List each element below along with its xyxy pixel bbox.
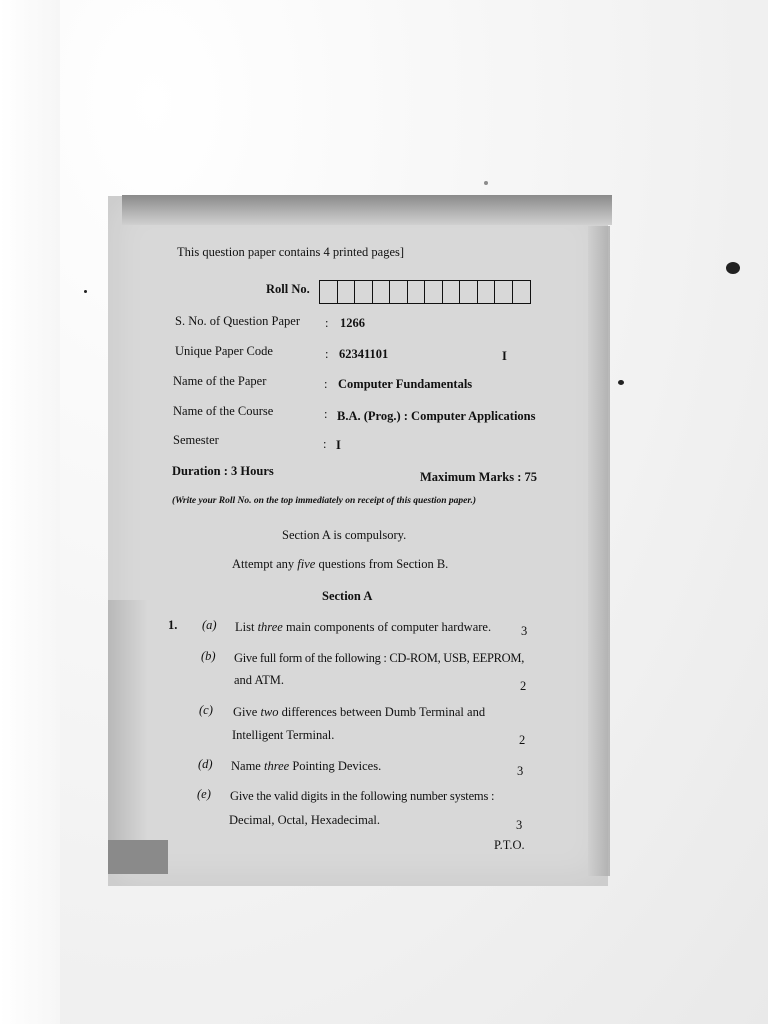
paper-shadow-right bbox=[588, 226, 610, 876]
maximum-marks: Maximum Marks : 75 bbox=[420, 470, 537, 484]
ink-dot bbox=[484, 181, 488, 185]
part-c-text-post: differences between Dumb Terminal and bbox=[278, 705, 486, 719]
part-d-text-emphasis: three bbox=[263, 759, 290, 773]
scan-edge bbox=[0, 0, 60, 1024]
part-c-marks: 2 bbox=[519, 733, 526, 747]
part-c-text-pre: Give bbox=[233, 705, 261, 719]
roll-number-box[interactable] bbox=[513, 281, 531, 303]
attempt-note-post: questions from Section B. bbox=[315, 557, 449, 571]
part-label-d: (d) bbox=[198, 757, 213, 771]
semester-value: I bbox=[336, 438, 341, 452]
part-label-c: (c) bbox=[199, 703, 213, 717]
roll-number-boxes[interactable] bbox=[319, 280, 531, 304]
roll-number-box[interactable] bbox=[390, 281, 408, 303]
part-a-text bbox=[235, 621, 491, 634]
part-label-b: (b) bbox=[201, 649, 216, 663]
part-d-marks: 3 bbox=[517, 764, 524, 778]
roll-number-box[interactable] bbox=[460, 281, 478, 303]
paper-code-value: 62341101 bbox=[339, 347, 389, 361]
part-c-text-emphasis: two bbox=[260, 705, 279, 719]
roll-number-box[interactable] bbox=[320, 281, 338, 303]
semester-sep: : bbox=[323, 437, 327, 451]
course-name-value: B.A. (Prog.) : Computer Applications bbox=[337, 409, 536, 423]
serial-number-value: 1266 bbox=[340, 316, 365, 330]
part-d-text bbox=[231, 760, 381, 773]
semester-label: Semester bbox=[173, 433, 219, 447]
roll-number-box[interactable] bbox=[478, 281, 496, 303]
roll-number-box[interactable] bbox=[338, 281, 356, 303]
part-b-text-line1: Give full form of the following : CD-ROM, USB, EEPROM, bbox=[234, 651, 525, 665]
serial-number-sep: : bbox=[325, 316, 329, 330]
paper-shadow-bottom bbox=[108, 840, 168, 874]
part-c-text-line2: Intelligent Terminal. bbox=[232, 728, 335, 742]
section-a-compulsory-note: Section A is compulsory. bbox=[282, 528, 407, 542]
roll-number-box[interactable] bbox=[495, 281, 513, 303]
roll-number-box[interactable] bbox=[373, 281, 391, 303]
paper-shadow-left bbox=[108, 600, 148, 840]
printed-pages-note: This question paper contains 4 printed pages] bbox=[177, 245, 405, 259]
part-d-text-post: Pointing Devices. bbox=[289, 759, 382, 773]
course-name-label: Name of the Course bbox=[173, 404, 274, 418]
part-c-text-line1 bbox=[233, 706, 485, 719]
section-a-heading: Section A bbox=[322, 589, 373, 603]
part-a-text-post: main components of computer hardware. bbox=[282, 620, 492, 634]
attempt-note-pre: Attempt any bbox=[232, 557, 298, 571]
roll-number-box[interactable] bbox=[425, 281, 443, 303]
part-a-text-emphasis: three bbox=[257, 620, 283, 634]
part-e-marks: 3 bbox=[516, 818, 523, 832]
part-e-text-line2: Decimal, Octal, Hexadecimal. bbox=[229, 813, 380, 827]
question-number: 1. bbox=[168, 618, 178, 632]
serial-number-label: S. No. of Question Paper bbox=[175, 314, 300, 328]
please-turn-over: P.T.O. bbox=[494, 838, 525, 852]
paper-code-sep: : bbox=[325, 347, 329, 361]
part-a-text-pre: List bbox=[235, 620, 258, 634]
part-a-marks: 3 bbox=[521, 624, 528, 638]
part-e-text-line1: Give the valid digits in the following number systems : bbox=[230, 789, 495, 803]
roll-number-box[interactable] bbox=[355, 281, 373, 303]
part-d-text-pre: Name bbox=[231, 759, 264, 773]
roll-number-box[interactable] bbox=[443, 281, 461, 303]
duration: Duration : 3 Hours bbox=[172, 464, 274, 478]
ink-dot bbox=[618, 380, 624, 385]
course-name-sep: : bbox=[324, 407, 328, 421]
paper-code-label: Unique Paper Code bbox=[175, 344, 273, 358]
paper-code-mark: I bbox=[502, 349, 507, 363]
roll-number-box[interactable] bbox=[408, 281, 426, 303]
part-b-marks: 2 bbox=[520, 679, 527, 693]
attempt-five-note bbox=[232, 558, 448, 571]
paper-name-label: Name of the Paper bbox=[173, 374, 267, 388]
paper-shadow-top bbox=[122, 195, 612, 225]
roll-number-label: Roll No. bbox=[266, 282, 310, 296]
part-label-e: (e) bbox=[197, 787, 211, 801]
paper-name-sep: : bbox=[324, 377, 328, 391]
paper-name-value: Computer Fundamentals bbox=[338, 377, 473, 391]
part-label-a: (a) bbox=[202, 618, 217, 632]
part-b-text-line2: and ATM. bbox=[234, 673, 284, 687]
ink-blot bbox=[726, 262, 740, 274]
attempt-note-emphasis: five bbox=[297, 557, 316, 571]
roll-number-instruction: (Write your Roll No. on the top immediately on receipt of this question paper.) bbox=[172, 496, 477, 506]
ink-dot bbox=[84, 290, 87, 293]
